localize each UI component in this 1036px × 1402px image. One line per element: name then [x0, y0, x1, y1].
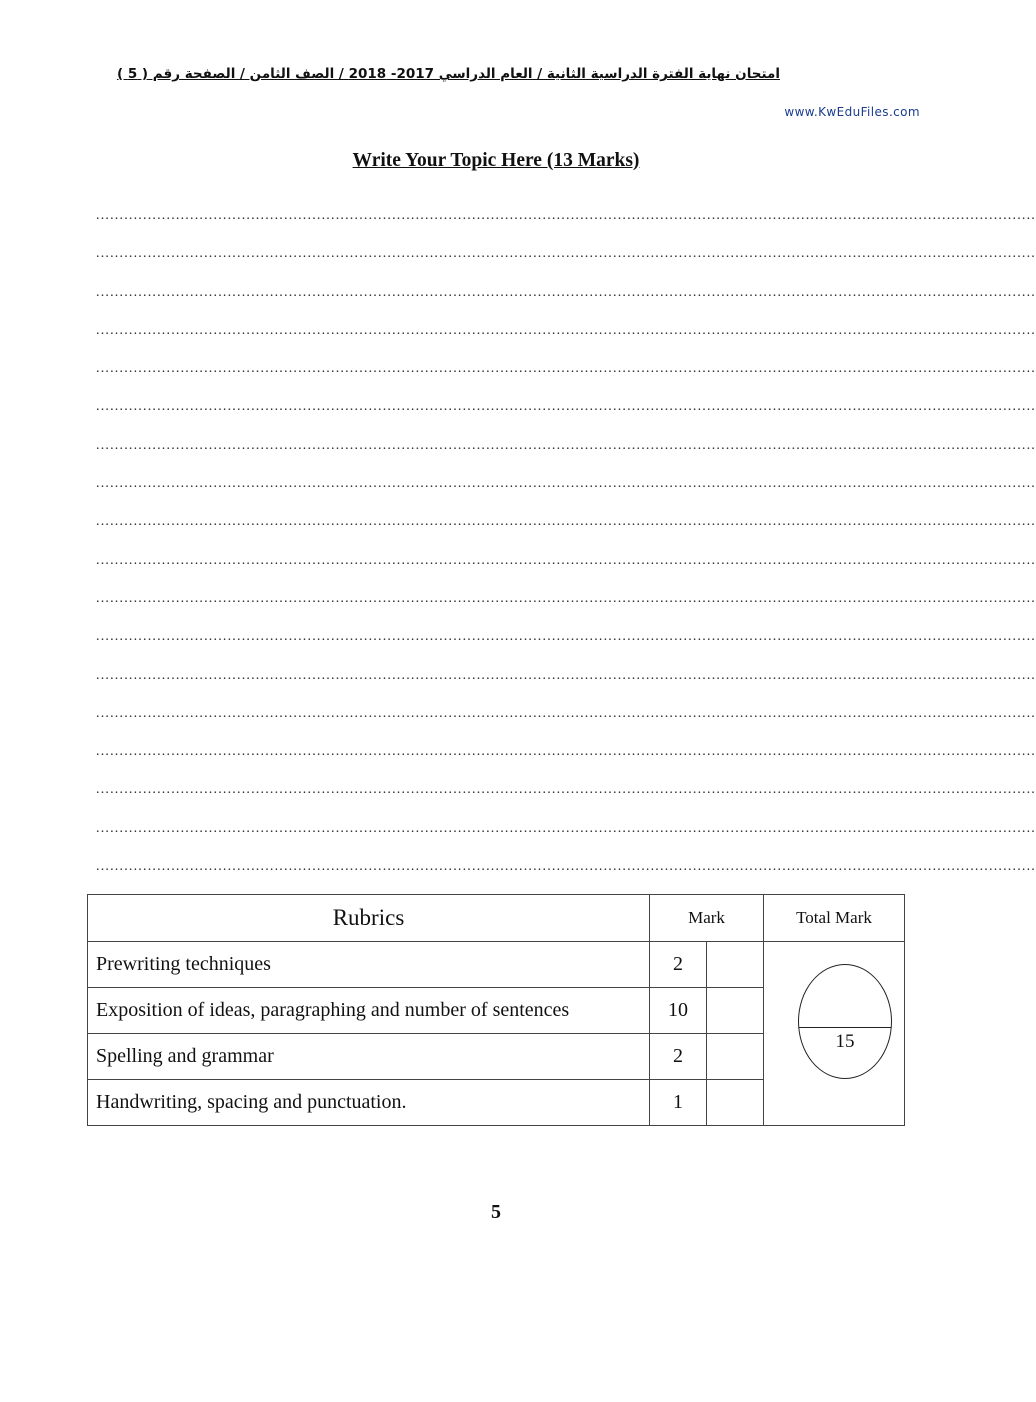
website-url[interactable]: www.KwEduFiles.com: [784, 105, 920, 119]
writing-line[interactable]: ........................................................................................................................................................................................................: [96, 705, 1036, 721]
writing-line[interactable]: ........................................................................................................................................................................................................: [96, 208, 1036, 223]
oval-divider: [799, 1027, 891, 1028]
rubric-score-field[interactable]: [707, 988, 764, 1034]
rubric-score-field[interactable]: [707, 942, 764, 988]
exam-header: امتحان نهاية الفترة الدراسية الثانية / العام الدراسي 2017- 2018 / الصف الثامن / الصفحة رقم ( 5 ): [116, 66, 780, 82]
rubric-criterion: Prewriting techniques: [88, 942, 650, 988]
writing-line[interactable]: ........................................................................................................................................................................................................: [96, 361, 1036, 377]
rubric-criterion: Handwriting, spacing and punctuation.: [88, 1080, 650, 1126]
writing-line[interactable]: ........................................................................................................................................................................................................: [96, 552, 1036, 568]
writing-line[interactable]: ........................................................................................................................................................................................................: [96, 782, 1036, 798]
writing-line[interactable]: ........................................................................................................................................................................................................: [96, 590, 1036, 606]
rubrics-header-row: [88, 895, 905, 942]
total-mark-cell: [764, 942, 905, 1126]
writing-line[interactable]: ........................................................................................................................................................................................................: [96, 476, 1036, 492]
mark-header: Mark: [650, 895, 764, 942]
rubric-max-mark: 2: [650, 942, 707, 988]
writing-line[interactable]: ........................................................................................................................................................................................................: [96, 399, 1036, 415]
writing-line[interactable]: ........................................................................................................................................................................................................: [96, 629, 1036, 645]
page-title: Write Your Topic Here (13 Marks): [352, 150, 640, 171]
writing-line[interactable]: ........................................................................................................................................................................................................: [96, 667, 1036, 683]
rubric-criterion: Spelling and grammar: [88, 1034, 650, 1080]
writing-area[interactable]: [96, 197, 1036, 886]
rubric-max-mark: 2: [650, 1034, 707, 1080]
rubric-row: [88, 942, 905, 988]
writing-line[interactable]: ........................................................................................................................................................................................................: [96, 744, 1036, 760]
rubric-max-mark: 10: [650, 988, 707, 1034]
writing-line[interactable]: ........................................................................................................................................................................................................: [96, 820, 1036, 836]
writing-line[interactable]: ........................................................................................................................................................................................................: [96, 514, 1036, 530]
rubric-max-mark: 1: [650, 1080, 707, 1126]
total-mark-header: Total Mark: [764, 895, 905, 942]
writing-line[interactable]: ........................................................................................................................................................................................................: [96, 322, 1036, 338]
writing-line[interactable]: ........................................................................................................................................................................................................: [96, 859, 1036, 875]
rubric-criterion: Exposition of ideas, paragraphing and number of sentences: [88, 988, 650, 1034]
page-number: 5: [491, 1201, 501, 1223]
rubric-score-field[interactable]: [707, 1080, 764, 1126]
rubrics-header: Rubrics: [88, 895, 650, 942]
rubrics-table: [87, 894, 905, 1126]
writing-line[interactable]: ........................................................................................................................................................................................................: [96, 246, 1036, 262]
total-mark-oval[interactable]: [798, 964, 892, 1079]
total-mark-value: 15: [835, 1031, 855, 1052]
writing-line[interactable]: ........................................................................................................................................................................................................: [96, 284, 1036, 300]
writing-line[interactable]: ........................................................................................................................................................................................................: [96, 437, 1036, 453]
rubric-score-field[interactable]: [707, 1034, 764, 1080]
